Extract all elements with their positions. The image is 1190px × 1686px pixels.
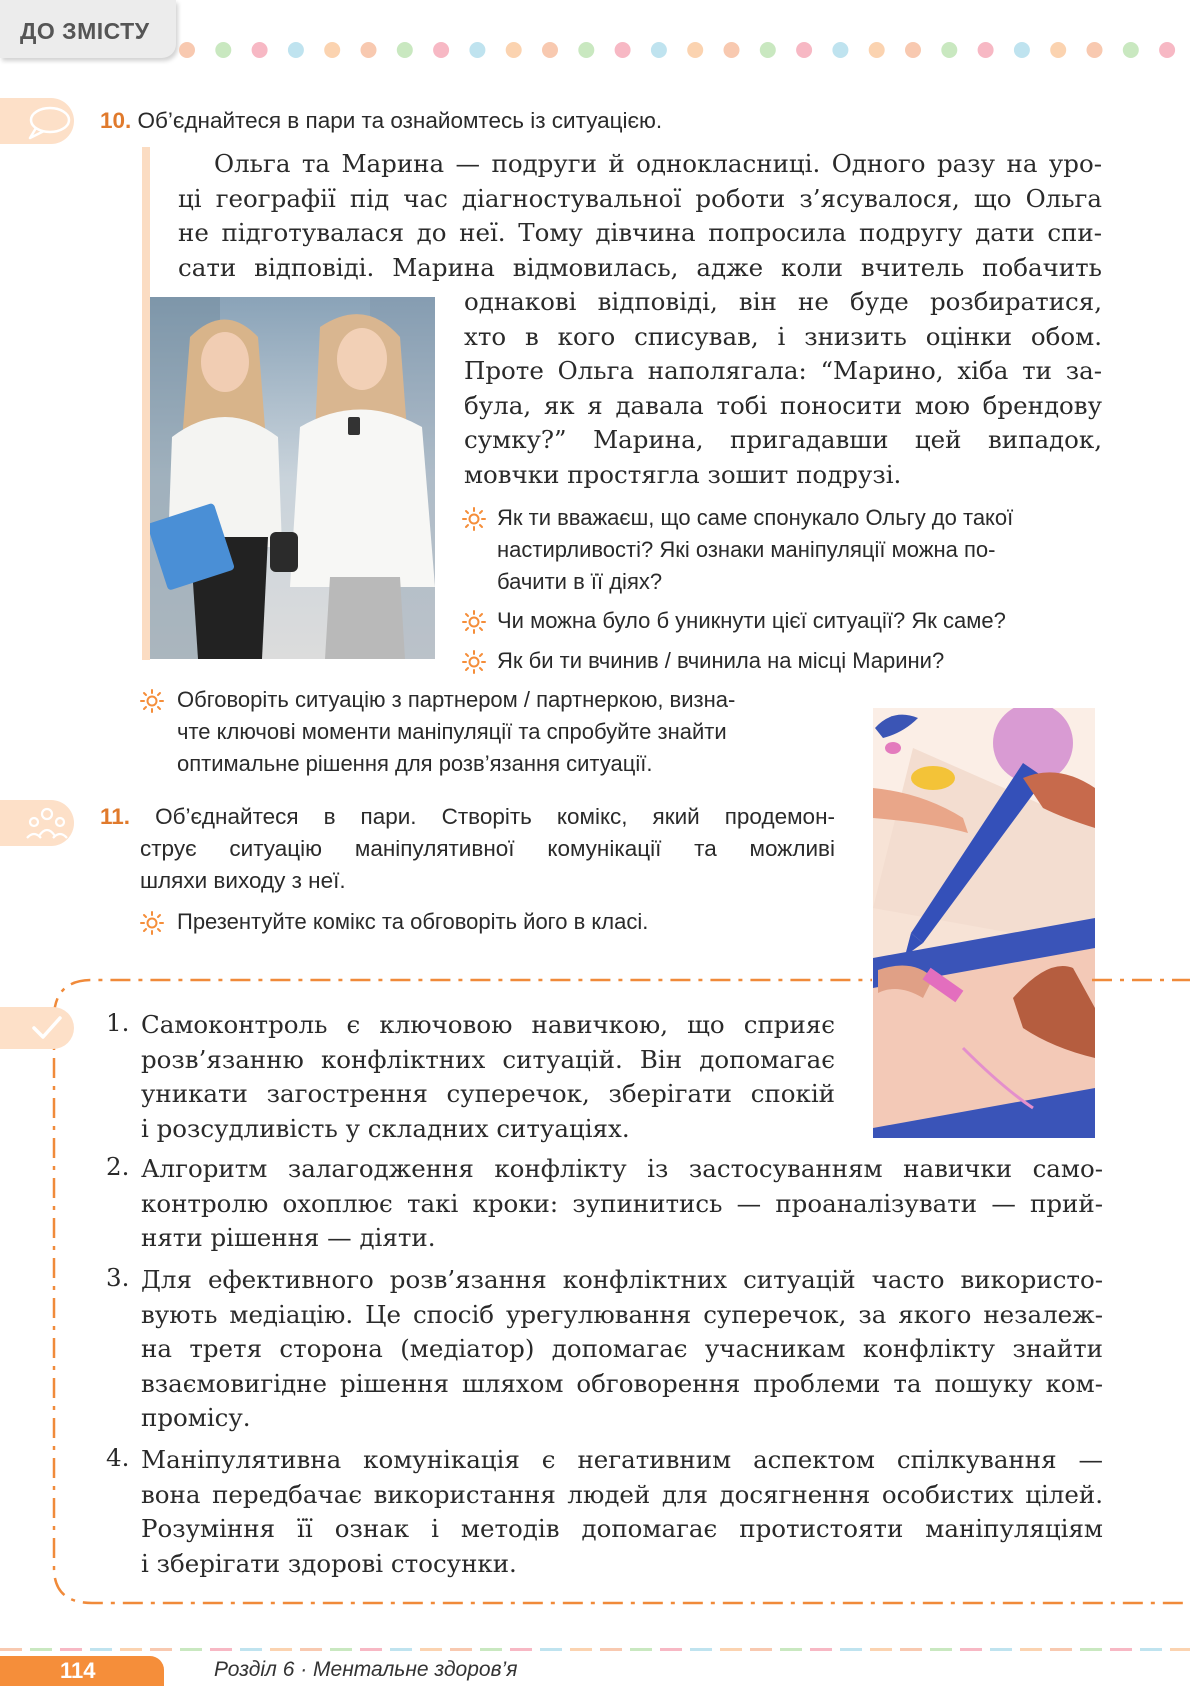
task-11-line-text: Об’єднайтеся в пари. Створіть комікс, який продемон- — [155, 804, 835, 829]
footer-dash — [360, 1648, 382, 1651]
footer-dash — [1140, 1648, 1162, 1651]
decorative-dot — [760, 42, 776, 58]
summary-item-number: 4. — [106, 1443, 130, 1472]
task-11-line: шляхи виходу з неї. — [140, 868, 346, 893]
footer-dash — [1050, 1648, 1072, 1651]
footer-dash — [1170, 1648, 1190, 1651]
summary-line: і розсудливість у складних ситуаціях. — [141, 1113, 630, 1143]
decorative-dot — [1014, 42, 1030, 58]
sun-bullet-icon — [462, 507, 486, 531]
footer-dash — [570, 1648, 592, 1651]
footer-divider — [0, 1648, 1190, 1652]
summary-item-1 — [141, 1008, 835, 1146]
footer-dash — [120, 1648, 142, 1651]
footer-dash — [930, 1648, 952, 1651]
decorative-dot — [905, 42, 921, 58]
decorative-dot — [252, 42, 268, 58]
footer-dash — [510, 1648, 532, 1651]
footer-dash — [330, 1648, 352, 1651]
footer-dash — [1080, 1648, 1102, 1651]
summary-line: вона передбачає використання людей для досягнення особистих цілей. — [141, 1479, 1103, 1509]
summary-line: на третя сторона (медіатор) допомагає учасникам конфлікту знайти — [141, 1334, 1103, 1363]
footer-dash — [30, 1648, 52, 1651]
footer-dash — [750, 1648, 772, 1651]
decorative-dot — [1123, 42, 1139, 58]
summary-line: промісу. — [141, 1403, 251, 1432]
footer-dash — [690, 1648, 712, 1651]
task-11-line: струє ситуацію маніпулятивної комунікації та можливі — [140, 836, 835, 861]
decorative-dot — [506, 42, 522, 58]
story-line: була, як я давала тобі поносити мою брендову — [464, 390, 1102, 420]
decorative-dot — [796, 42, 812, 58]
footer-dash — [1110, 1648, 1132, 1651]
question-line: Як ти вважаєш, що саме спонукало Ольгу до такої — [497, 505, 1014, 530]
speech-bubble-icon — [0, 98, 74, 144]
question-line: бачити в її діях? — [497, 569, 663, 594]
footer-dash — [660, 1648, 682, 1651]
summary-line: Маніпулятивна комунікація є негативним аспектом спілкування — — [141, 1445, 1103, 1474]
photo-two-girls — [150, 297, 435, 659]
question-1 — [497, 502, 1102, 598]
decorative-dot — [215, 42, 231, 58]
footer-dash — [300, 1648, 322, 1651]
footer-dash — [0, 1648, 22, 1651]
decorative-dot — [1050, 42, 1066, 58]
sun-bullet-icon — [462, 650, 486, 674]
story-line: Проте Ольга наполягала: “Марино, хіба ти за- — [464, 356, 1102, 385]
story-line: сати відповіді. Марина відмовилась, адже коли вчитель побачить — [178, 252, 1102, 282]
decorative-dot — [324, 42, 340, 58]
discuss-line: чте ключові моменти маніпуляції та спробуйте знайти — [177, 719, 727, 744]
question-3: Як би ти вчинив / вчинила на місці Марини? — [497, 648, 945, 673]
story-line: не підготувалася до неї. Тому дівчина попросила подругу дати спи- — [178, 218, 1102, 247]
decorative-dot — [361, 42, 377, 58]
decorative-dot — [651, 42, 667, 58]
summary-line: Для ефективного розв’язання конфліктних ситуацій часто використо- — [141, 1265, 1103, 1294]
decorative-dot — [469, 42, 485, 58]
page-number-tab — [0, 1656, 164, 1686]
decorative-dot-row — [178, 41, 1190, 59]
footer-dash — [480, 1648, 502, 1651]
checkmark-icon — [0, 1007, 74, 1049]
discuss-line: Обговоріть ситуацію з партнером / партнеркою, визна- — [177, 687, 736, 712]
summary-item-number: 1. — [106, 1008, 130, 1037]
summary-line: Самоконтроль є ключовою навичкою, що сприяє — [141, 1010, 835, 1039]
task-11-text — [100, 801, 835, 897]
footer-dash — [810, 1648, 832, 1651]
footer-dash — [180, 1648, 202, 1651]
decorative-dot — [724, 42, 740, 58]
decorative-dot — [179, 42, 195, 58]
task-11-line — [100, 801, 835, 833]
summary-item-4 — [141, 1443, 1103, 1581]
summary-line: контролю охоплює такі кроки: зупинитись — проаналізувати — прий- — [141, 1188, 1103, 1218]
decorative-dot — [832, 42, 848, 58]
summary-line: вують медіацію. Це спосіб урегулювання суперечок, за якого незалеж- — [141, 1299, 1103, 1329]
decorative-dot — [288, 42, 304, 58]
footer-dash — [240, 1648, 262, 1651]
task-10-title — [100, 108, 662, 134]
summary-line: уникати загострення суперечок, зберігати спокій — [141, 1079, 835, 1108]
footer-dash — [150, 1648, 172, 1651]
summary-item-number: 2. — [106, 1152, 130, 1181]
summary-item-3 — [141, 1263, 1103, 1436]
footer-dash — [390, 1648, 412, 1651]
discuss-instruction — [177, 684, 847, 780]
decorative-dot — [1087, 42, 1103, 58]
summary-line: няти рішення — діяти. — [141, 1223, 436, 1252]
story-line: мовчки простягла зошит подрузі. — [464, 459, 902, 489]
decorative-dot — [687, 42, 703, 58]
story-line: хто в кого списував, і знизить оцінки обом. — [464, 321, 1102, 351]
story-line: однакові відповіді, він не буде розбиратися, — [464, 287, 1102, 316]
page-number: 114 — [60, 1658, 96, 1683]
footer-dash — [210, 1648, 232, 1651]
footer-dash — [840, 1648, 862, 1651]
story-line: сумку?” Марина, пригадавши цей випадок, — [464, 425, 1102, 454]
footer-dash — [900, 1648, 922, 1651]
sun-bullet-icon — [462, 610, 486, 634]
footer-dash — [720, 1648, 742, 1651]
toc-button[interactable] — [0, 0, 176, 58]
summary-item-number: 3. — [106, 1263, 130, 1292]
footer-dash — [450, 1648, 472, 1651]
footer-dash — [60, 1648, 82, 1651]
footer-dash — [870, 1648, 892, 1651]
story-line: ці географії під час діагностувальної роботи з’ясувалося, що Ольга — [178, 183, 1102, 213]
present-instruction: Презентуйте комікс та обговоріть його в класі. — [177, 909, 649, 934]
summary-line: взаємовигідне рішення шляхом обговорення проблеми та пошуку ком- — [141, 1368, 1103, 1398]
sun-bullet-icon — [140, 911, 164, 935]
decorative-dot — [615, 42, 631, 58]
question-2: Чи можна було б уникнути цієї ситуації? Як саме? — [497, 608, 1006, 633]
summary-line: і зберігати здорові стосунки. — [141, 1548, 517, 1578]
discuss-line: оптимальне рішення для розв’язання ситуації. — [177, 751, 653, 776]
footer-dash — [540, 1648, 562, 1651]
story-line: Ольга та Марина — подруги й однокласниці. Одного разу на уро- — [214, 149, 1102, 178]
decorative-dot — [978, 42, 994, 58]
summary-line: Алгоритм залагодження конфлікту із застосуванням навички само- — [141, 1154, 1103, 1183]
footer-dash — [420, 1648, 442, 1651]
footer-dash — [600, 1648, 622, 1651]
question-line: настирливості? Які ознаки маніпуляції можна по- — [497, 537, 996, 562]
toc-label: ДО ЗМІСТУ — [20, 18, 150, 44]
story-paragraph-top — [178, 147, 1102, 285]
decorative-dot — [1159, 42, 1175, 58]
decorative-dot — [542, 42, 558, 58]
footer-dash — [270, 1648, 292, 1651]
decorative-dot — [941, 42, 957, 58]
group-icon — [0, 800, 74, 846]
decorative-dot — [433, 42, 449, 58]
decorative-dot — [578, 42, 594, 58]
task-title: Об’єднайтеся в пари та ознайомтесь із ситуацією. — [137, 108, 663, 133]
footer-dash — [630, 1648, 652, 1651]
footer-dash — [960, 1648, 982, 1651]
footer-dash — [90, 1648, 112, 1651]
footer-dash — [1020, 1648, 1042, 1651]
footer-dash — [990, 1648, 1012, 1651]
summary-item-2 — [141, 1152, 1103, 1256]
section-label: Розділ 6 · Ментальне здоров’я — [214, 1658, 518, 1681]
sun-bullet-icon — [140, 689, 164, 713]
summary-line: розв’язанню конфліктних ситуацій. Він допомагає — [141, 1044, 835, 1074]
decorative-dot — [869, 42, 885, 58]
summary-line: Розуміння її ознак і методів допомагає протистояти маніпуляціям — [141, 1514, 1103, 1543]
decorative-dot — [397, 42, 413, 58]
story-paragraph-narrow — [464, 285, 1102, 492]
task-number: 10. — [100, 108, 132, 133]
footer-dash — [780, 1648, 802, 1651]
task-number: 11. — [100, 804, 131, 829]
story-accent-bar — [142, 147, 150, 660]
